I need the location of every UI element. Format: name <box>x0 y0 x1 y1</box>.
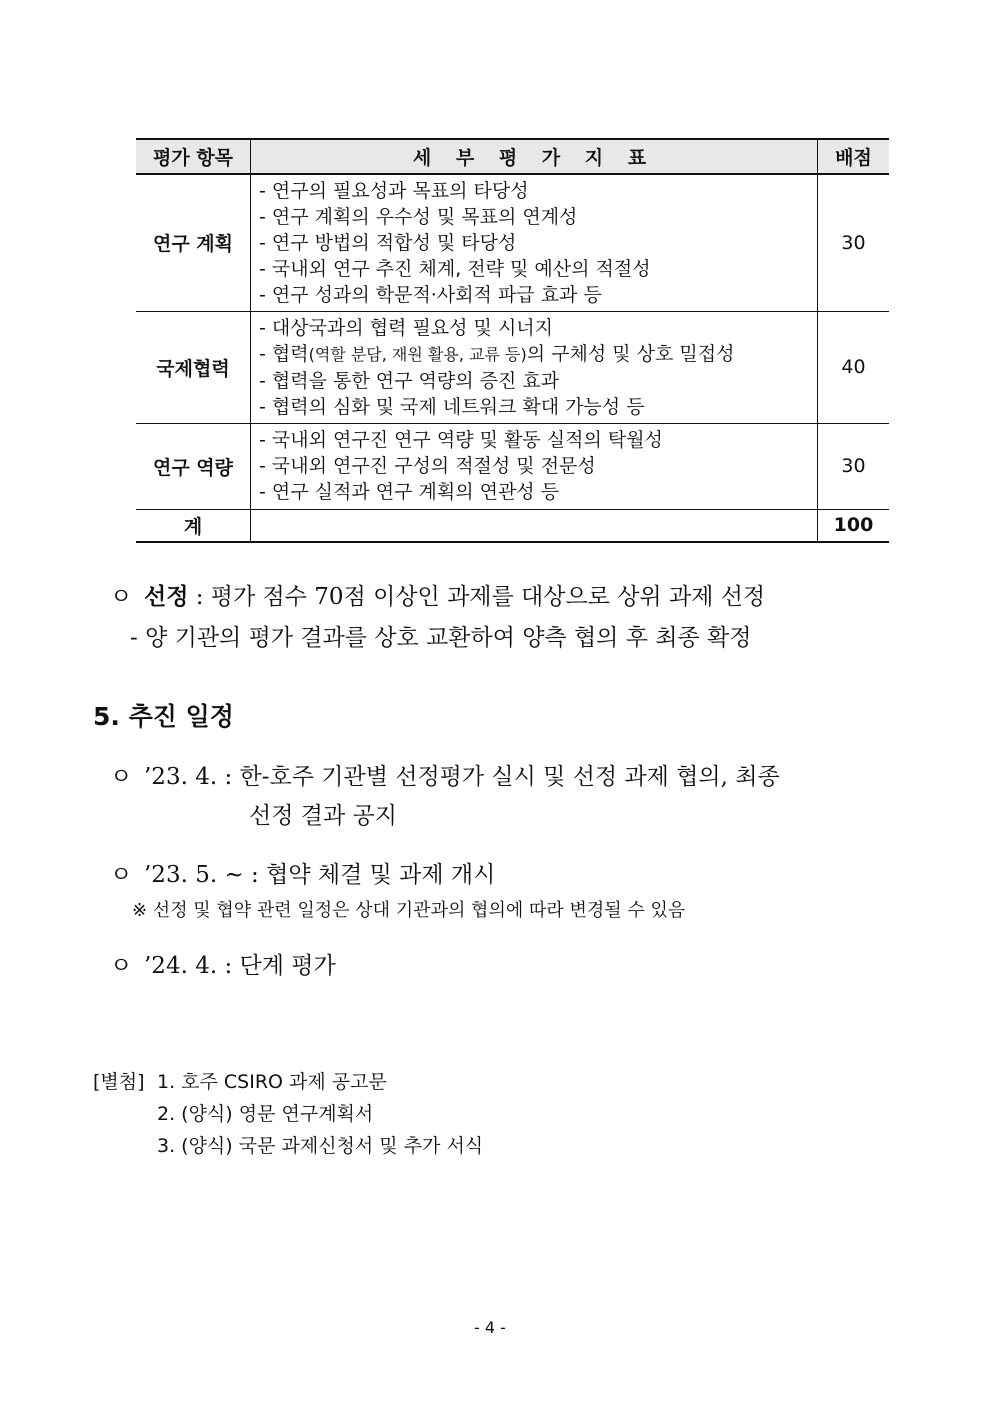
schedule-text-cont: 선정 결과 공지 <box>249 803 397 829</box>
evaluation-table <box>136 138 889 543</box>
row-score: 30 <box>818 423 890 509</box>
schedule-item <box>110 758 780 791</box>
schedule-text: 한-호주 기관별 선정평가 실시 및 선정 과제 협의, 최종 <box>239 764 780 790</box>
table-row <box>136 174 889 311</box>
selection-sub: - 양 기관의 평가 결과를 상호 교환하여 양측 협의 후 최종 확정 <box>130 625 752 651</box>
attachments-label: [별첨] <box>93 1071 145 1093</box>
selection-line <box>110 578 765 611</box>
bullet-icon: ㅇ <box>110 584 133 610</box>
detail-item: - 연구 성과의 학문적·사회적 파급 효과 등 <box>259 283 602 306</box>
row-detail <box>251 311 818 423</box>
header-score: 배점 <box>818 139 890 174</box>
total-empty <box>251 509 818 542</box>
header-category: 평가 항목 <box>136 139 251 174</box>
detail-item: - 협력을 통한 연구 역량의 증진 효과 <box>259 369 560 392</box>
selection-text: : 평가 점수 70점 이상인 과제를 대상으로 상위 과제 선정 <box>188 584 766 610</box>
detail-item <box>259 341 817 368</box>
attachment-item: 1. 호주 CSIRO 과제 공고문 <box>157 1071 387 1093</box>
row-score: 40 <box>818 311 890 423</box>
total-label: 계 <box>136 509 251 542</box>
schedule-text: 단계 평가 <box>239 953 336 979</box>
table-row <box>136 311 889 423</box>
schedule-date: ’24. 4. : <box>144 953 233 979</box>
bullet-icon: ㅇ <box>110 953 133 979</box>
detail-item: - 국내외 연구진 구성의 적절성 및 전문성 <box>259 455 596 477</box>
row-detail <box>251 174 818 311</box>
bullet-icon: ㅇ <box>110 764 133 790</box>
section-heading: 5. 추진 일정 <box>93 702 234 731</box>
page-number: - 4 - <box>474 1318 506 1337</box>
table-header-row <box>136 139 889 174</box>
detail-item-tail: 의 구체성 및 상호 밀접성 <box>526 342 735 365</box>
schedule-note: ※ 선정 및 협약 관련 일정은 상대 기관과의 협의에 따라 변경될 수 있음 <box>132 900 686 921</box>
detail-item-paren: (역할 분담, 재원 활용, 교류 등) <box>308 344 527 364</box>
bullet-icon: ㅇ <box>110 862 133 888</box>
detail-item: - 협력의 심화 및 국제 네트워크 확대 가능성 등 <box>259 395 645 418</box>
detail-item: - 연구의 필요성과 목표의 타당성 <box>259 179 529 202</box>
schedule-date: ’23. 4. : <box>144 764 233 790</box>
attachment-item: 3. (양식) 국문 과제신청서 및 추가 서식 <box>157 1135 484 1157</box>
table-row <box>136 423 889 509</box>
total-score: 100 <box>818 509 890 542</box>
schedule-item <box>110 947 336 980</box>
detail-item: - 연구 실적과 연구 계획의 연관성 등 <box>259 481 560 503</box>
selection-label: 선정 <box>144 583 189 610</box>
row-category: 국제협력 <box>136 311 251 423</box>
detail-item: - 국내외 연구진 연구 역량 및 활동 실적의 탁월성 <box>259 429 663 451</box>
row-category: 연구 계획 <box>136 174 251 311</box>
total-row <box>136 509 889 542</box>
schedule-date: ’23. 5. ~ : <box>144 862 259 888</box>
detail-item: - 대상국과의 협력 필요성 및 시너지 <box>259 316 554 339</box>
header-detail-text: 세 부 평 가 지 표 <box>412 147 656 169</box>
detail-item-head: - 협력 <box>259 342 309 365</box>
row-category: 연구 역량 <box>136 423 251 509</box>
row-score: 30 <box>818 174 890 311</box>
header-detail <box>251 139 818 174</box>
schedule-item <box>110 856 495 889</box>
detail-item: - 국내외 연구 추진 체계, 전략 및 예산의 적절성 <box>259 257 651 280</box>
attachment-item: 2. (양식) 영문 연구계획서 <box>157 1103 374 1125</box>
row-detail <box>251 423 818 509</box>
detail-item: - 연구 계획의 우수성 및 목표의 연계성 <box>259 205 578 228</box>
detail-item: - 연구 방법의 적합성 및 타당성 <box>259 231 517 254</box>
schedule-text: 협약 체결 및 과제 개시 <box>266 862 496 888</box>
